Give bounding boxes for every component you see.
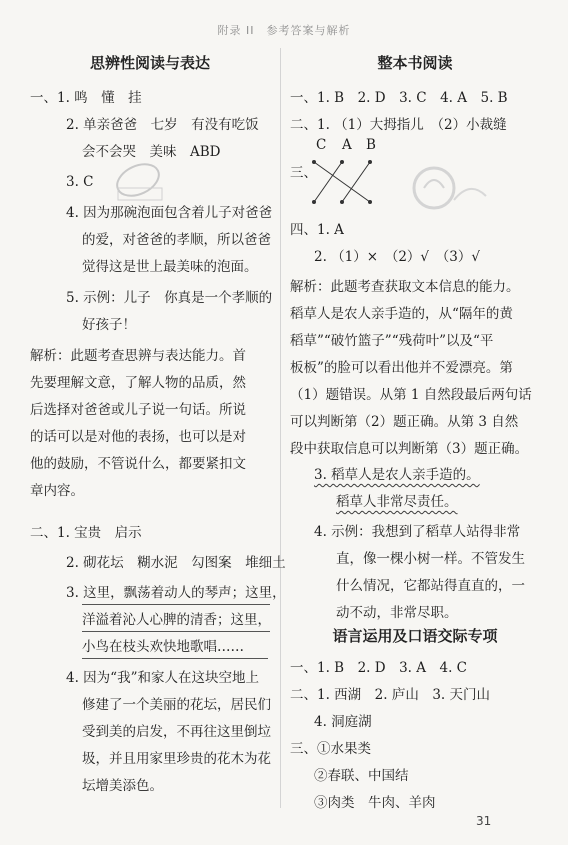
right-line: 动不动，非常尽职。 bbox=[336, 605, 458, 621]
right-line: 直，像一棵小树一样。不管发生 bbox=[336, 551, 525, 567]
underline bbox=[82, 658, 268, 659]
left-line: 后选择对爸爸或儿子说一句话。所说 bbox=[30, 402, 246, 418]
left-line: 的爱，对爸爸的孝顺，所以爸爸 bbox=[82, 232, 271, 248]
left-line: 4. 因为“我”和家人在这块空地上 bbox=[66, 670, 259, 686]
lang-line: 一、1. B 2. D 3. A 4. C bbox=[290, 660, 468, 676]
right-line: 板板”的脸可以看出他并不爱漂亮。第 bbox=[290, 360, 513, 376]
left-line: 二、1. 宝贵 启示 bbox=[30, 525, 142, 541]
left-line: 小鸟在枝头欢快地歌唱…… bbox=[82, 639, 244, 655]
lang-line: 三、①水果类 bbox=[290, 741, 371, 757]
left-line: 圾，并且用家里珍贵的花木为花 bbox=[82, 751, 271, 767]
lang-line: ②春联、中国结 bbox=[314, 768, 409, 784]
match-letter: C bbox=[316, 137, 327, 153]
left-line: 觉得这是世上最美味的泡面。 bbox=[82, 259, 258, 275]
right-line: 2. （1）× （2）√ （3）√ bbox=[314, 249, 480, 265]
left-line: 4. 因为那碗泡面包含着儿子对爸爸 bbox=[66, 205, 273, 221]
left-line: 洋溢着沁人心脾的清香；这里， bbox=[82, 612, 271, 628]
left-line: 5. 示例：儿子 你真是一个孝顺的 bbox=[66, 290, 273, 306]
right-line: 二、1. （1）大拇指儿 （2）小裁缝 bbox=[290, 117, 507, 133]
left-line: 2. 单亲爸爸 七岁 有没有吃饭 bbox=[66, 117, 259, 133]
left-section-title: 思辨性阅读与表达 bbox=[89, 54, 210, 72]
left-line: 3. 这里，飘荡着动人的琴声；这里， bbox=[66, 585, 286, 601]
right-line: 一、1. B 2. D 3. C 4. A 5. B bbox=[290, 90, 508, 106]
column-divider bbox=[280, 48, 281, 808]
right-line: 稻草”“破竹篮子”“残荷叶”以及“平 bbox=[290, 333, 494, 349]
lang-line: 4. 洞庭湖 bbox=[314, 714, 372, 730]
right-line: 3. 稻草人是农人亲手造的。 bbox=[314, 467, 480, 483]
left-line: 解析：此题考查思辨与表达能力。首 bbox=[30, 348, 246, 364]
underline bbox=[82, 604, 270, 605]
left-line: 章内容。 bbox=[30, 483, 84, 499]
left-line: 坛增美添色。 bbox=[82, 778, 163, 794]
left-line: 先要理解文意，了解人物的品质，然 bbox=[30, 375, 246, 391]
right-line: 可以判断第（2）题正确。从第 3 自然 bbox=[290, 414, 519, 430]
matching-lines bbox=[308, 158, 388, 210]
left-line: 好孩子！ bbox=[82, 317, 136, 333]
match-letter: A bbox=[342, 137, 352, 153]
right-section-title: 整本书阅读 bbox=[377, 54, 453, 72]
right-line: （1）题错误。从第 1 自然段最后两句话 bbox=[290, 387, 532, 403]
left-line: 受到美的启发，不再往这里倒垃 bbox=[82, 724, 271, 740]
lang-section-title: 语言运用及口语交际专项 bbox=[332, 627, 498, 645]
left-line: 他的鼓励，不管说什么，都要紧扣文 bbox=[30, 456, 246, 472]
lang-line: 二、1. 西湖 2. 庐山 3. 天门山 bbox=[290, 687, 491, 703]
left-line: 一、1. 鸣 懂 挂 bbox=[30, 90, 142, 106]
left-line: 的话可以是对他的表扬，也可以是对 bbox=[30, 429, 246, 445]
right-line: 解析：此题考查获取文本信息的能力。 bbox=[290, 279, 520, 295]
right-line: 三、 bbox=[290, 165, 317, 181]
page-header: 附录 II 参考答案与解析 bbox=[217, 24, 351, 37]
underline bbox=[82, 631, 270, 632]
right-line: 什么情况，它都站得直直的，一 bbox=[336, 578, 525, 594]
page-number: 31 bbox=[476, 814, 492, 828]
right-line: 4. 示例：我想到了稻草人站得非常 bbox=[314, 524, 521, 540]
stamp-mark bbox=[110, 158, 180, 206]
left-line: 2. 砌花坛 糊水泥 勾图案 堆细土 bbox=[66, 555, 286, 571]
right-line: 四、1. A bbox=[290, 222, 344, 238]
lang-line: ③肉类 牛肉、羊肉 bbox=[314, 795, 436, 811]
match-letter: B bbox=[366, 137, 376, 153]
right-line: 稻草人非常尽责任。 bbox=[336, 494, 458, 510]
watermark-logo bbox=[410, 160, 490, 220]
right-line: 段中获取信息可以判断第（3）题正确。 bbox=[290, 441, 529, 457]
left-line: 修建了一个美丽的花坛，居民们 bbox=[82, 697, 271, 713]
left-line: 会不会哭 美味 ABD bbox=[82, 144, 221, 160]
left-line: 3. C bbox=[66, 174, 94, 190]
right-line: 稻草人是农人亲手造的，从“隔年的黄 bbox=[290, 306, 513, 322]
